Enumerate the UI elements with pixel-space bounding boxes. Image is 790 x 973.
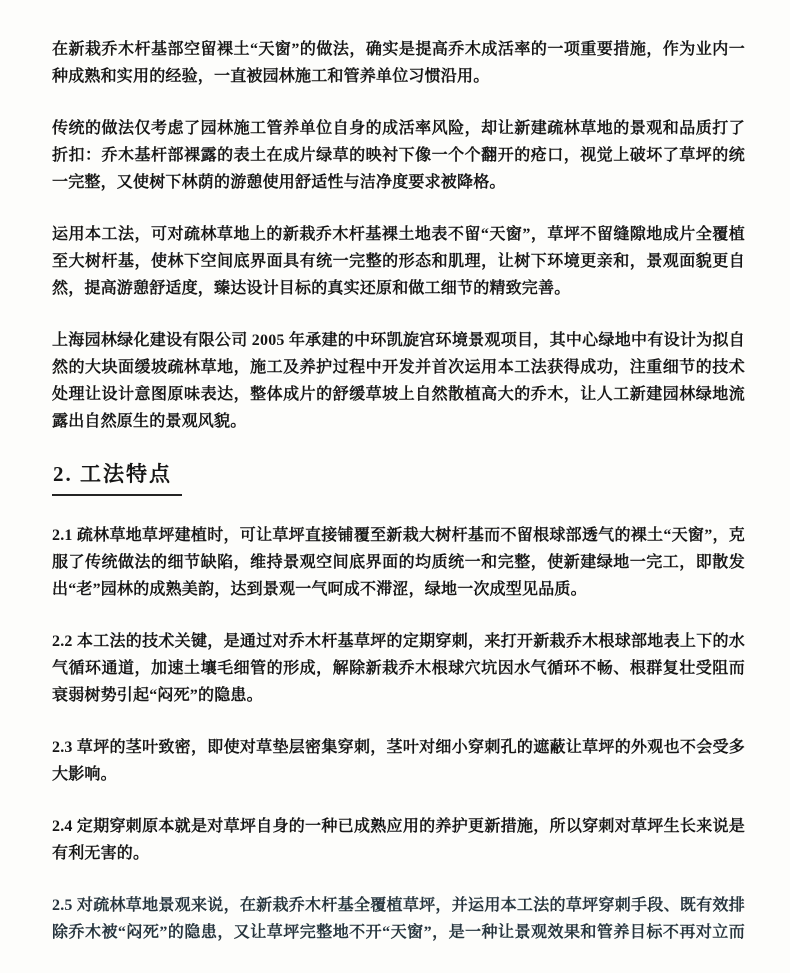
section-item-2-4: 2.4 定期穿刺原本就是对草坪自身的一种已成熟应用的养护更新措施，所以穿刺对草坪生长来说是有利无害的。 [52, 818, 745, 862]
section-heading-wrap [52, 460, 745, 496]
section-item-2-1: 2.1 疏林草地草坪建植时，可让草坪直接铺覆至新栽大树杆基而不留根球部透气的裸土“天窗”，克服了传统做法的细节缺陷，维持景观空间底界面的均质统一和完整，使新建绿地一完工，即散发出“老”园林的成熟美韵，达到景观一气呵成不滞涩，绿地一次成型见品质。 [52, 527, 745, 598]
intro-paragraph-2: 传统的做法仅考虑了园林施工管养单位自身的成活率风险，却让新建疏林草地的景观和品质打了折扣：乔木基杆部裸露的表土在成片绿草的映衬下像一个个翻开的疮口，视觉上破坏了草坪的统一完整，又使树下林荫的游憩使用舒适性与洁净度要求被降格。 [52, 120, 745, 191]
section-item-2-5: 2.5 对疏林草地景观来说，在新栽乔木杆基全覆植草坪，并运用本工法的草坪穿刺手段、既有效排除乔木被“闷死”的隐患，又让草坪完整地不开“天窗”，是一种让景观效果和管养目标不再对立而 [52, 897, 745, 941]
intro-paragraph-1: 在新栽乔木杆基部空留裸土“天窗”的做法，确实是提高乔木成活率的一项重要措施，作为业内一种成熟和实用的经验，一直被园林施工和管养单位习惯沿用。 [52, 41, 745, 85]
intro-paragraph-3: 运用本工法，可对疏林草地上的新栽乔木杆基裸土地表不留“天窗”，草坪不留缝隙地成片全覆植至大树杆基，使林下空间底界面具有统一完整的形态和肌理，让树下环境更亲和，景观面貌更自然，提高游憩舒适度，臻达设计目标的真实还原和做工细节的精致完善。 [52, 226, 745, 297]
section-heading: 2. 工法特点 [52, 460, 182, 496]
section-item-2-3: 2.3 草坪的茎叶致密，即使对草垫层密集穿刺，茎叶对细小穿刺孔的遮蔽让草坪的外观也不会受多大影响。 [52, 739, 745, 783]
section-item-2-2: 2.2 本工法的技术关键，是通过对乔木杆基草坪的定期穿刺，来打开新栽乔木根球部地表上下的水气循环通道，加速土壤毛细管的形成，解除新栽乔木根球穴坑因水气循环不畅、根群复壮受阻而衰弱树势引起“闷死”的隐患。 [52, 633, 745, 704]
intro-paragraph-4: 上海园林绿化建设有限公司 2005 年承建的中环凯旋宫环境景观项目，其中心绿地中有设计为拟自然的大块面缓坡疏林草地，施工及养护过程中开发并首次运用本工法获得成功，注重细节的技术处理让设计意图原味表达，整体成片的舒缓草坡上自然散植高大的乔木，让人工新建园林绿地流露出自然原生的景观风貌。 [52, 332, 745, 430]
